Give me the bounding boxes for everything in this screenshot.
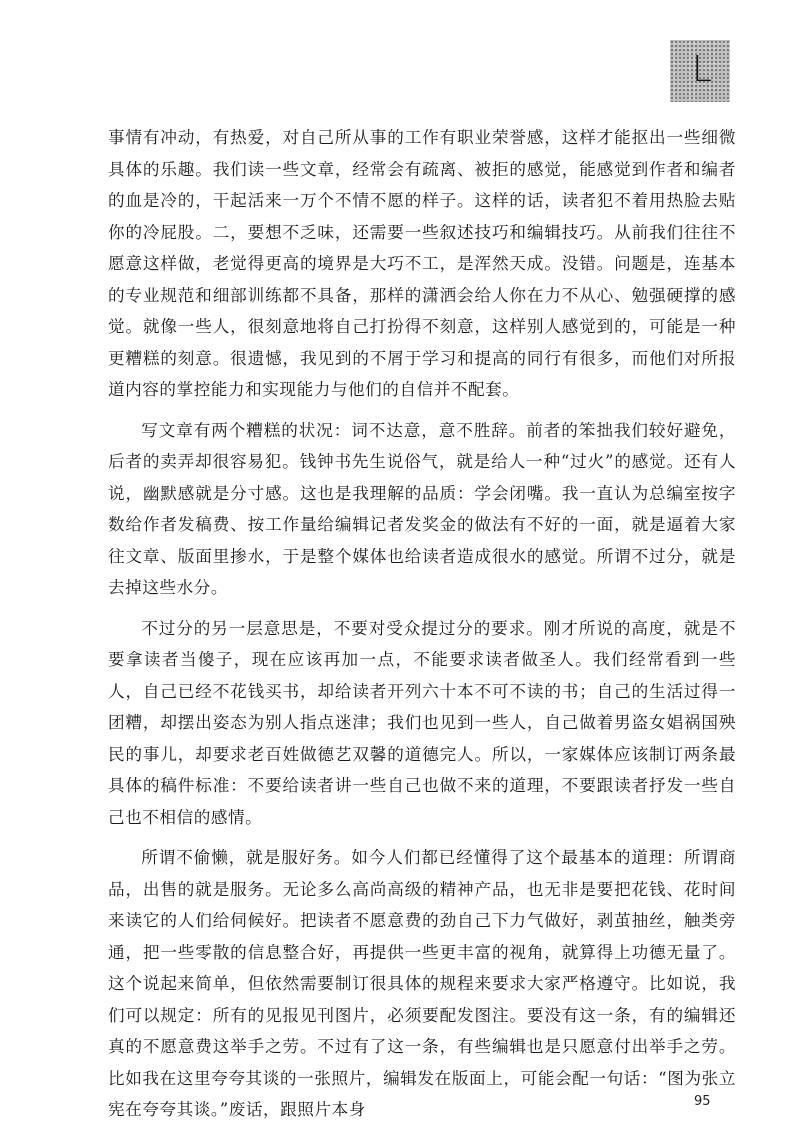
- section-tab-letter: L: [692, 49, 713, 90]
- paragraph: 所谓不偷懒，就是服好务。如今人们都已经懂得了这个最基本的道理：所谓商品，出售的就是服务。无论多么高尚高级的精神产品，也无非是要把花钱、花时间来读它的人们给伺候好。把读者不愿意费的劲自己下力气做好，剥茧抽丝，触类旁通，把一些零散的信息整合好，再提供一些更丰富的视角，就算得上功德无量了。这个说起来简单，但依然需要制订很具体的规程来要求大家严格遵守。比如说，我们可以规定：所有的见报见刊图片，必须要配发图注。要没有这一条，有的编辑还真的不愿意费这举手之劳。不过有了这一条，有些编辑也是只愿意付出举手之劳。比如我在这里夸夸其谈的一张照片，编辑发在版面上，可能会配一句话：“图为张立宪在夸夸其谈。”废话，跟照片本身: [108, 848, 736, 1119]
- page-number: 95: [694, 1094, 711, 1109]
- paragraph: 事情有冲动，有热爱，对自己所从事的工作有职业荣誉感，这样才能抠出一些细微具体的乐趣。我们读一些文章，经常会有疏离、被拒的感觉，能感觉到作者和编者的血是冷的，干起活来一万个不情不愿的样子。这样的话，读者犯不着用热脸去贴你的冷屁股。二，要想不乏味，还需要一些叙述技巧和编辑技巧。从前我们往往不愿意这样做，老觉得更高的境界是大巧不工，是浑然天成。没错。问题是，连基本的专业规范和细部训练都不具备，那样的潇洒会给人你在力不从心、勉强硬撑的感觉。就像一些人，很刻意地将自己打扮得不刻意，这样别人感觉到的，可能是一种更糟糕的刻意。很遗憾，我见到的不屑于学习和提高的同行有很多，而他们对所报道内容的掌控能力和实现能力与他们的自信并不配套。: [108, 128, 736, 399]
- paragraph: 不过分的另一层意思是，不要对受众提过分的要求。刚才所说的高度，就是不要拿读者当傻子，现在应该再加一点，不能要求读者做圣人。我们经常看到一些人，自己已经不花钱买书，却给读者开列六十本不可不读的书；自己的生活过得一团糟，却摆出姿态为别人指点迷津；我们也见到一些人，自己做着男盗女娼祸国殃民的事儿，却要求老百姓做德艺双馨的道德完人。所以，一家媒体应该制订两条最具体的稿件标准：不要给读者讲一些自己也做不来的道理，不要跟读者抒发一些自己也不相信的感情。: [108, 618, 736, 827]
- section-tab: [670, 40, 730, 102]
- paragraph: 写文章有两个糟糕的状况：词不达意，意不胜辞。前者的笨拙我们较好避免，后者的卖弄却很容易犯。钱钟书先生说俗气，就是给人一种“过火”的感觉。还有人说，幽默感就是分寸感。这也是我理解的品质：学会闭嘴。我一直认为总编室按字数给作者发稿费、按工作量给编辑记者发奖金的做法有不好的一面，就是逼着大家往文章、版面里掺水，于是整个媒体也给读者造成很水的感觉。所谓不过分，就是去掉这些水分。: [108, 420, 736, 597]
- body-text: [108, 122, 736, 1126]
